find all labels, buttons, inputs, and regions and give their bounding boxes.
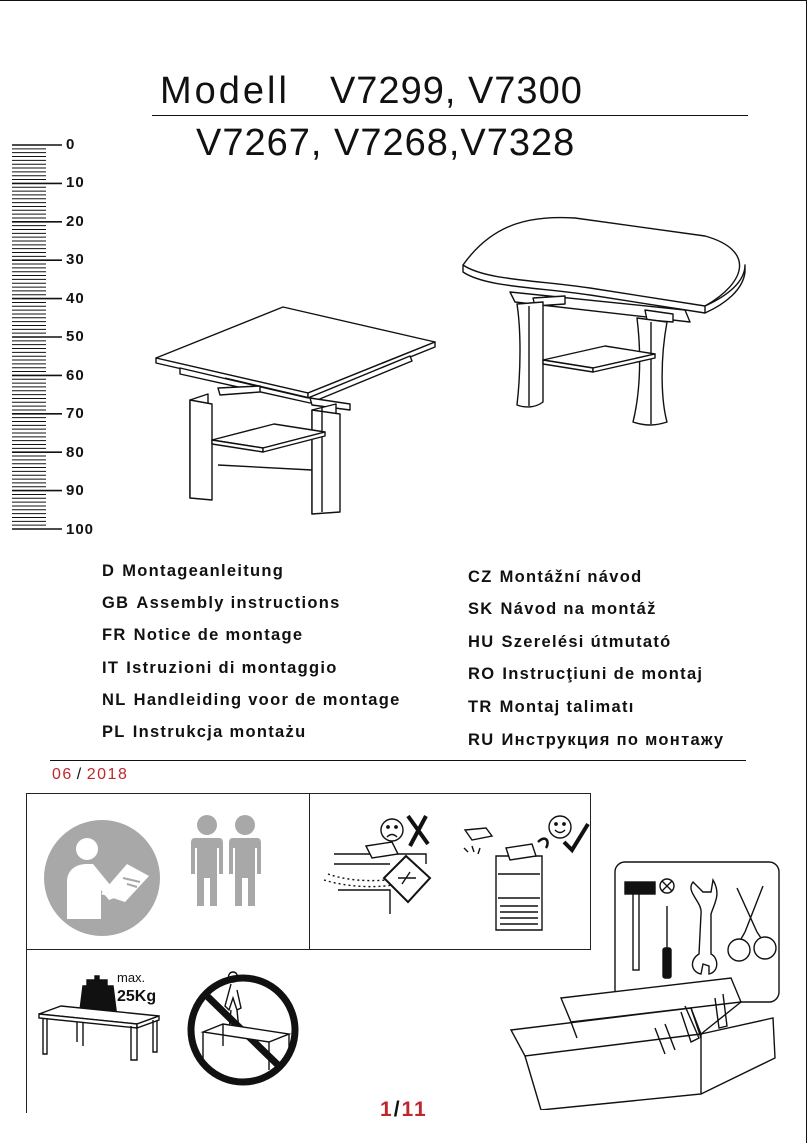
language-code: RU (468, 731, 495, 749)
ruler-mark: 60 (66, 367, 85, 384)
max-label: max. (117, 970, 146, 985)
language-item-ro (468, 665, 703, 684)
model-numbers-line1: V7299, V7300 (329, 70, 583, 112)
language-title: Montážní návod (499, 568, 643, 586)
language-code: PL (102, 723, 126, 741)
date-separator: / (76, 766, 83, 783)
panel-load-warning (26, 949, 310, 1113)
page-number (380, 1098, 428, 1122)
language-item-ru (468, 731, 724, 750)
language-code: IT (102, 659, 120, 677)
title-underline (152, 115, 748, 116)
ruler-mark: 30 (66, 251, 85, 268)
language-item-it (102, 659, 338, 678)
language-item-de (102, 562, 284, 581)
document-date (52, 766, 128, 784)
panel-read-instructions (26, 793, 310, 950)
language-title: Montaj talimatı (499, 698, 635, 716)
page-total: 11 (401, 1098, 428, 1121)
language-item-tr (468, 698, 635, 717)
ruler-mark: 10 (66, 174, 85, 191)
tools-illustration (505, 858, 785, 1110)
language-code: NL (102, 691, 127, 709)
language-item-sk (468, 600, 657, 619)
section-divider (50, 760, 746, 761)
ruler-mark: 70 (66, 405, 85, 422)
language-code: CZ (468, 568, 493, 586)
model-numbers-line2: V7267, V7268,V7328 (196, 122, 576, 164)
language-title: Montageanleitung (122, 562, 285, 580)
language-code: GB (102, 594, 130, 612)
language-title: Handleiding voor de montage (133, 691, 401, 709)
language-title: Szerelési útmutató (501, 633, 672, 651)
page-frame-top (0, 0, 806, 1)
language-title: Návod na montáž (500, 600, 657, 618)
ruler-mark: 80 (66, 444, 85, 461)
ruler-ticks (8, 140, 68, 540)
language-item-gb (102, 594, 341, 613)
load-warning-illustration (27, 950, 311, 1114)
model-label: Modell (160, 70, 290, 112)
max-weight: 25Kg (117, 988, 157, 1005)
language-code: HU (468, 633, 495, 651)
page-current: 1 (380, 1098, 394, 1121)
page-frame-right (806, 0, 807, 1143)
language-title: Assembly instructions (136, 594, 341, 612)
language-item-nl (102, 691, 401, 710)
language-title: Istruzioni di montaggio (126, 659, 338, 677)
ruler-mark: 0 (66, 136, 76, 153)
date-year: 2018 (86, 766, 129, 783)
ruler-mark: 20 (66, 213, 85, 230)
language-item-cz (468, 568, 642, 587)
read-manual-icon (27, 794, 309, 949)
ruler-mark: 50 (66, 328, 85, 345)
language-title: Notice de montage (133, 626, 304, 644)
language-item-hu (468, 633, 672, 652)
model-title-line1 (160, 70, 583, 113)
table-illustration-rounded (455, 210, 755, 435)
language-title: Instrucţiuni de montaj (502, 665, 704, 683)
ruler-mark: 40 (66, 290, 85, 307)
page-separator: / (393, 1098, 402, 1121)
ruler-mark: 100 (66, 521, 95, 538)
date-month: 06 (52, 766, 73, 783)
language-item-pl (102, 723, 306, 742)
language-item-fr (102, 626, 303, 645)
language-code: FR (102, 626, 127, 644)
language-code: D (102, 562, 116, 580)
ruler-mark: 90 (66, 482, 85, 499)
language-code: TR (468, 698, 493, 716)
table-illustration-rectangular (150, 300, 440, 520)
language-title: Инструкция по монтажу (501, 731, 725, 749)
language-code: SK (468, 600, 494, 618)
language-title: Instrukcja montażu (132, 723, 307, 741)
language-code: RO (468, 665, 496, 683)
